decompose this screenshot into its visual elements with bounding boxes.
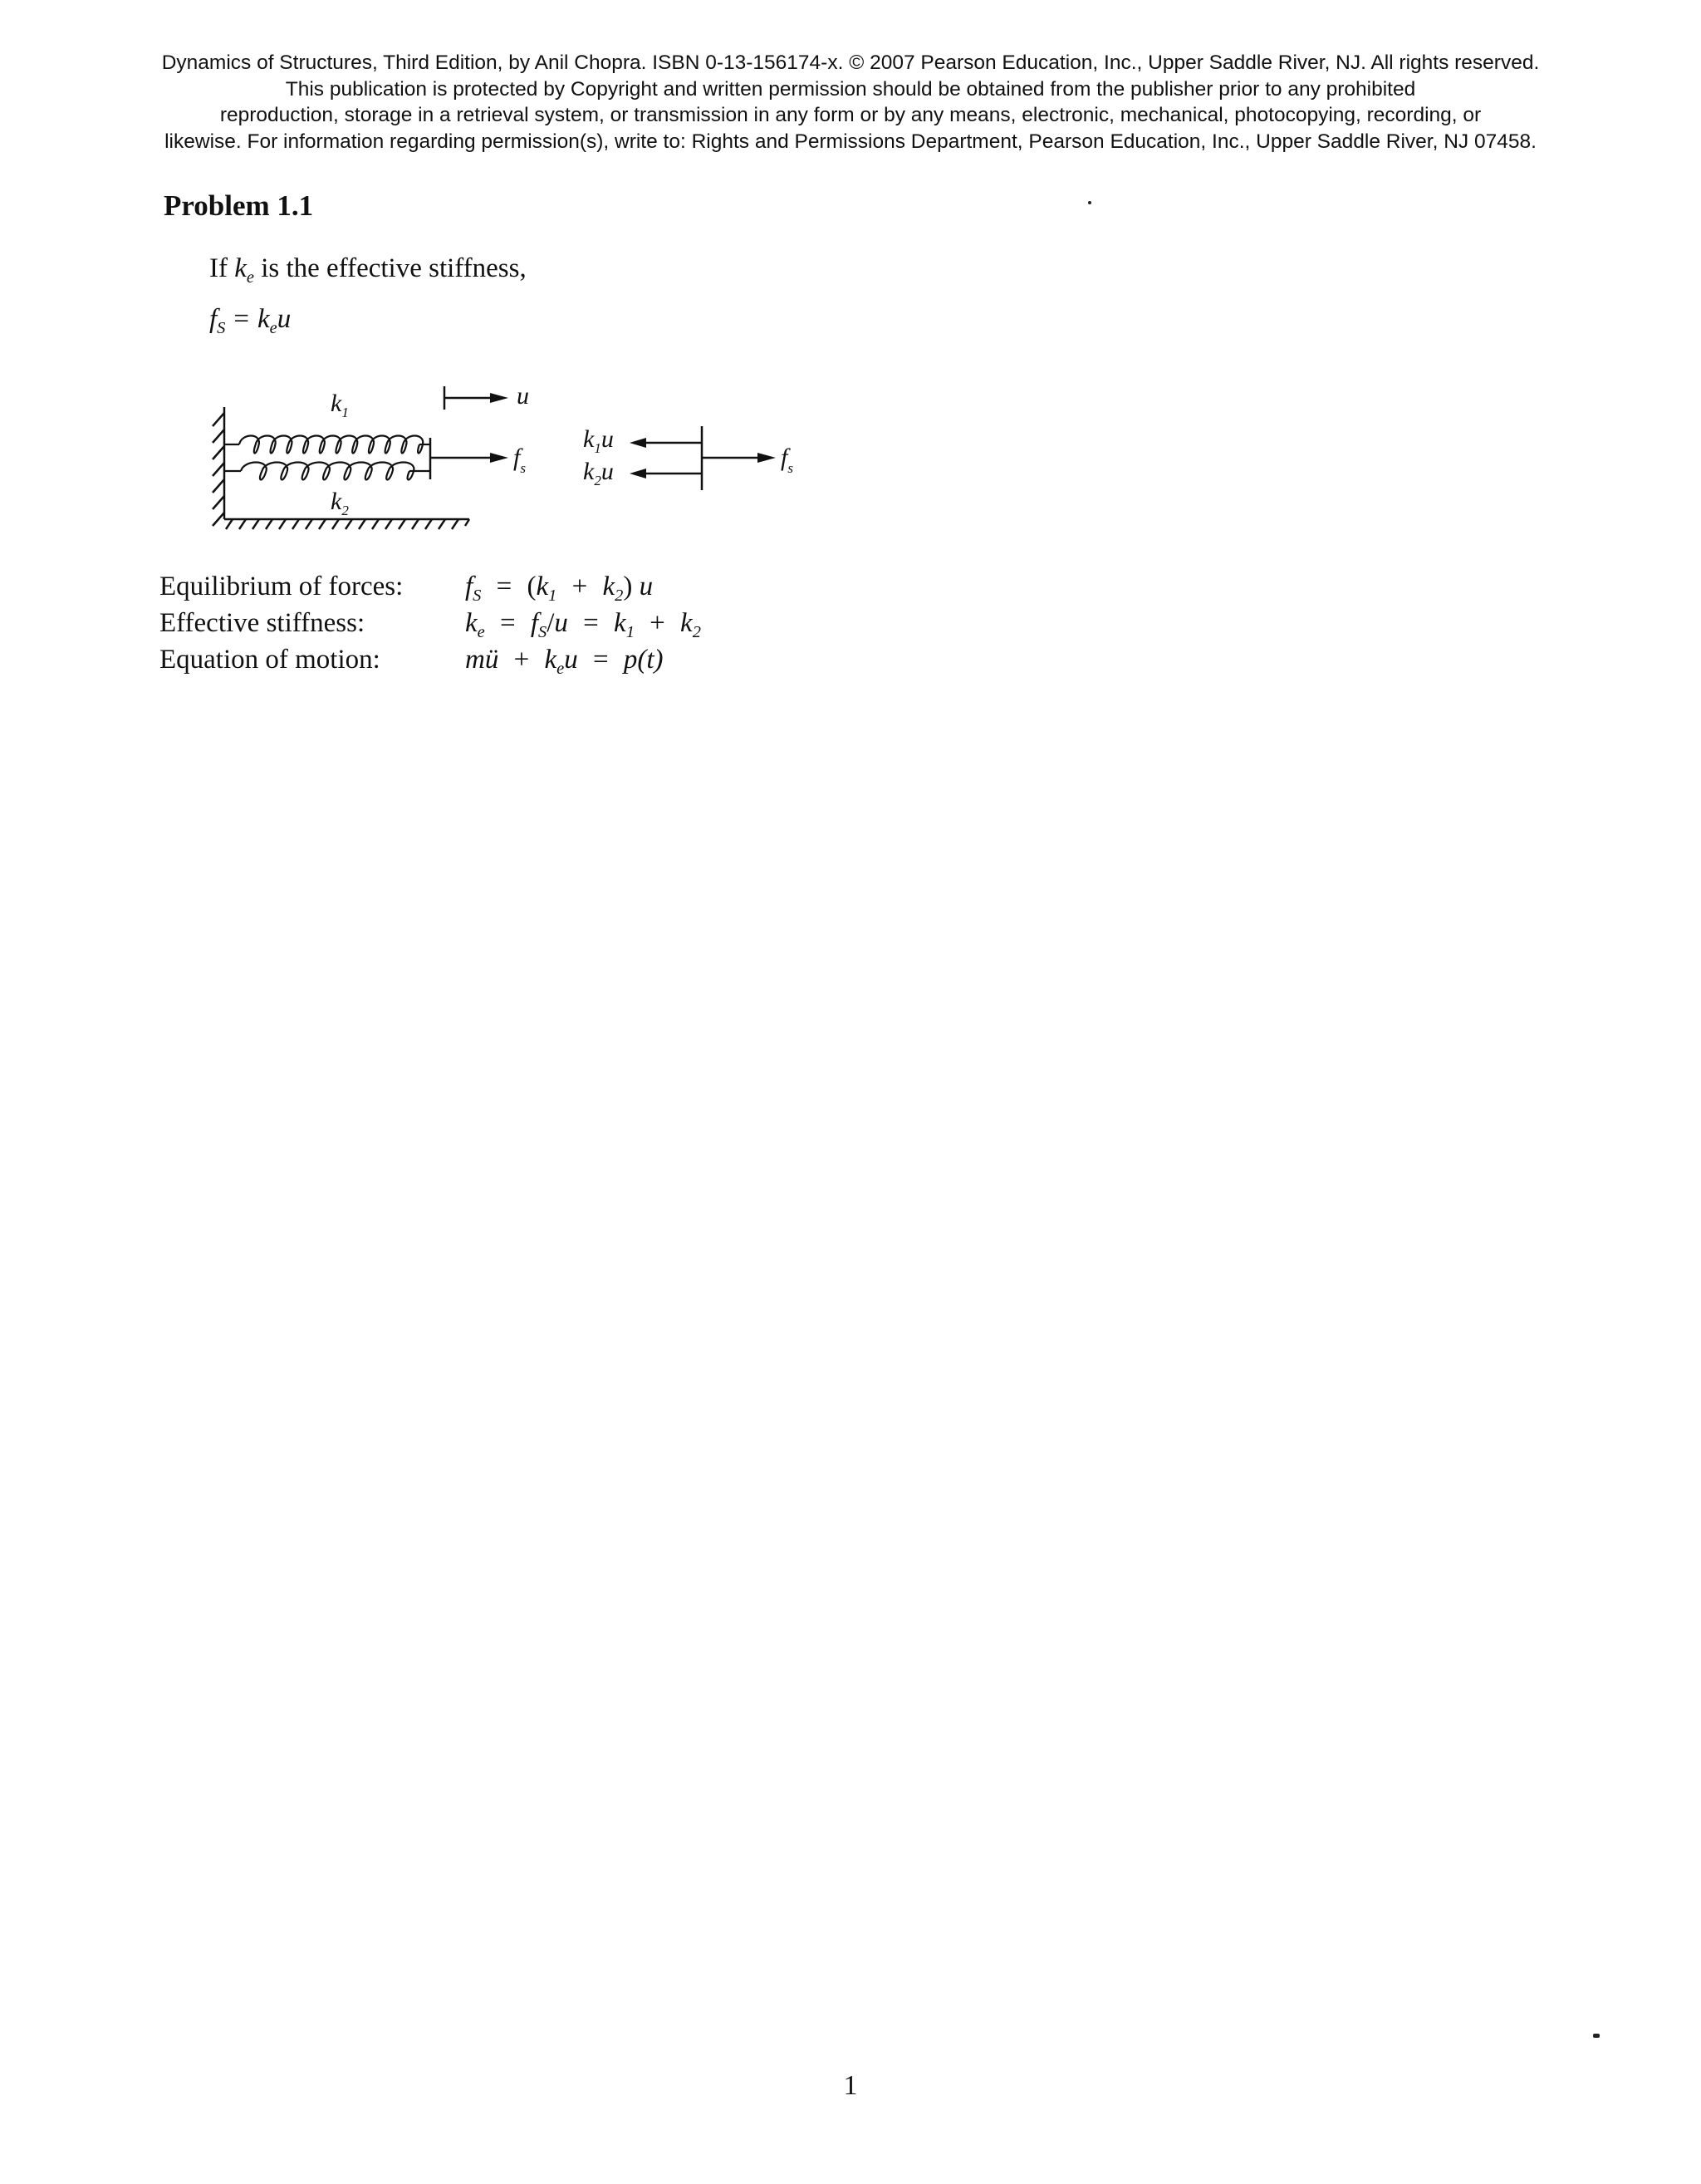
result-equation-of-motion: mü + $k_eu = p(t)$ <box>465 645 664 679</box>
copyright-line-3: reproduction, storage in a retrieval system, or transmission in any form or by any means, electronic, mechanical, photocopying, recording, or <box>219 104 1482 126</box>
copyright-line-1: Dynamics of Structures, Third Edition, by Anil Chopra. ISBN 0-13-156174-x. © 2007 Pearson Education, Inc., Upper Saddle River, NJ. All rights reserved. <box>161 52 1540 74</box>
spring-k2 <box>224 463 430 480</box>
equation-rhs: k <box>257 304 270 334</box>
equation-lhs: f <box>209 304 218 334</box>
copyright-notice <box>0 50 1701 155</box>
ground-surface <box>224 519 469 529</box>
force-fs-arrow <box>430 453 508 463</box>
result-equation-effective-stiffness: $k_e = f_S/u = k_1 + k_2$ <box>465 608 701 642</box>
copyright-line-2: This publication is protected by Copyright and written permission should be obtained from the publisher prior to any prohibited <box>285 77 1416 101</box>
equation-rhs-subscript: e <box>269 319 277 338</box>
scan-speck <box>1593 2034 1600 2038</box>
intro-prefix: If <box>209 253 235 283</box>
label-k2: $k_2$ <box>331 488 349 518</box>
label-fs: $f_s$ <box>513 444 526 476</box>
results-block <box>159 572 701 681</box>
result-label-equilibrium: Equilibrium of forces: <box>159 572 404 601</box>
equation-rhs-tail: u <box>277 304 292 334</box>
intro-symbol: k <box>234 253 247 283</box>
problem-title: Problem 1.1 <box>164 189 314 222</box>
equation-equals: = <box>233 304 250 334</box>
label-k1u: $k_1u$ <box>583 425 614 456</box>
fixed-wall <box>213 407 224 526</box>
result-row-effective-stiffness <box>159 608 701 645</box>
free-body-diagram <box>630 426 776 490</box>
spring-system-diagram <box>208 378 822 557</box>
result-label-effective-stiffness: Effective stiffness: <box>159 608 365 638</box>
label-k1: $k_1$ <box>331 390 349 420</box>
stiffness-equation <box>209 304 292 338</box>
displacement-u-arrow <box>444 386 508 410</box>
spring-k1 <box>224 436 430 454</box>
label-k2u: $k_2u$ <box>583 458 614 488</box>
page-number: 1 <box>843 2070 858 2101</box>
intro-sentence <box>209 253 527 287</box>
copyright-line-4: likewise. For information regarding permission(s), write to: Rights and Permissions Department, Pearson Education, Inc., Upper Saddle River, NJ 07458. <box>164 130 1537 153</box>
equation-lhs-subscript: S <box>217 319 226 338</box>
label-u: u <box>517 382 529 410</box>
result-label-equation-of-motion: Equation of motion: <box>159 645 380 675</box>
scan-speck <box>1088 201 1091 204</box>
intro-suffix: is the effective stiffness, <box>253 253 527 283</box>
result-equation-equilibrium: $f_S = (k_1 + k_2)$ u <box>465 572 654 606</box>
intro-symbol-subscript: e <box>246 268 254 287</box>
result-row-equation-of-motion <box>159 645 701 681</box>
label-fs-right: $f_s$ <box>781 444 793 476</box>
result-row-equilibrium <box>159 572 701 608</box>
